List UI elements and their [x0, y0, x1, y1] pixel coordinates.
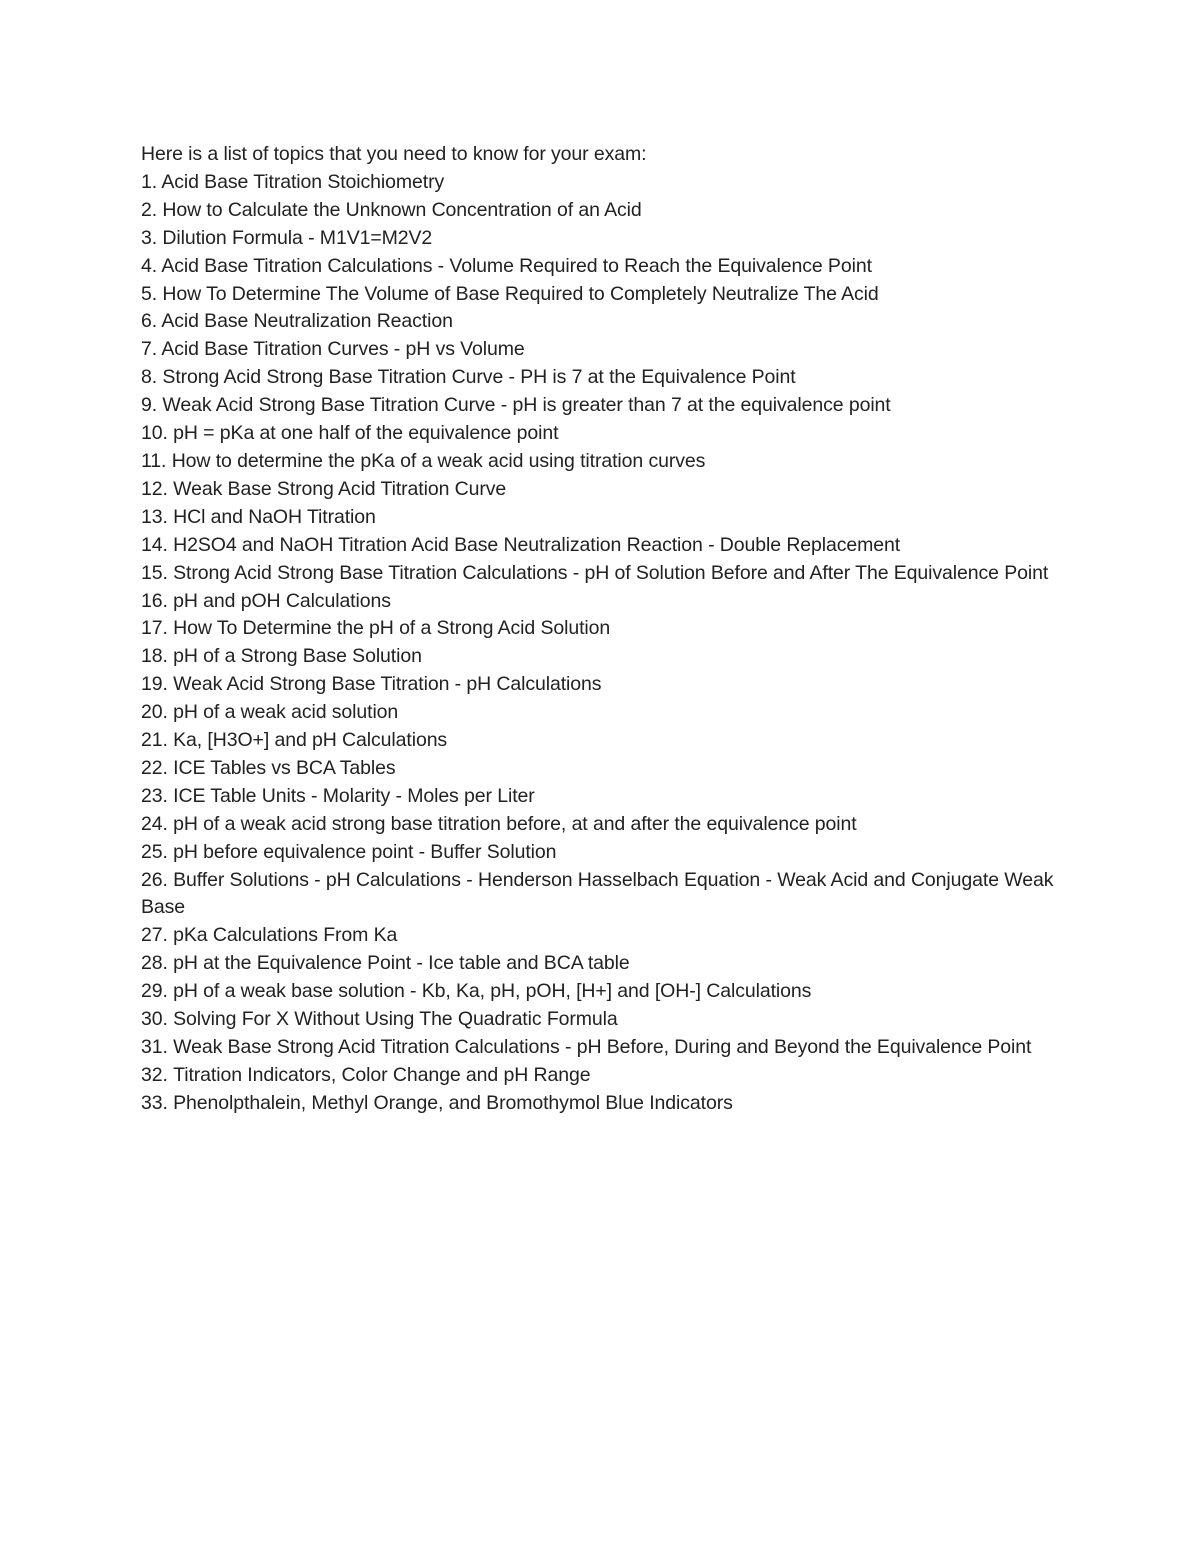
topic-item — [141, 1090, 1061, 1118]
topic-item — [141, 197, 1061, 225]
topic-item — [141, 811, 1061, 839]
topic-text: pH of a Strong Base Solution — [173, 645, 422, 668]
topic-number: 17. — [141, 617, 168, 640]
topic-number: 21. — [141, 729, 168, 752]
topic-text: pH of a weak acid solution — [173, 701, 399, 724]
topic-text: pH = pKa at one half of the equivalence point — [173, 422, 559, 445]
topic-number: 27. — [141, 924, 168, 947]
topic-text: Weak Base Strong Acid Titration Curve — [173, 477, 507, 500]
topic-text: ICE Table Units - Molarity - Moles per Liter — [173, 784, 535, 807]
topic-text: Weak Acid Strong Base Titration - pH Calculations — [173, 673, 602, 696]
topic-text: How To Determine The Volume of Base Required to Completely Neutralize The Acid — [162, 282, 879, 305]
topic-number: 22. — [141, 756, 168, 779]
topic-text: Weak Base Strong Acid Titration Calculations - pH Before, During and Beyond the Equivalence Point — [173, 1036, 1032, 1058]
topic-item — [141, 839, 1061, 867]
topic-number: 4. — [141, 254, 158, 277]
intro-text: Here is a list of topics that you need to know for your exam: — [141, 143, 647, 165]
topic-text: Titration Indicators, Color Change and pH Range — [173, 1063, 591, 1086]
topic-text: HCl and NaOH Titration — [173, 505, 376, 528]
topic-text: pH at the Equivalence Point - Ice table and BCA table — [173, 952, 630, 975]
topic-text: H2SO4 and NaOH Titration Acid Base Neutralization Reaction - Double Replacement — [173, 533, 901, 556]
topic-item — [141, 336, 1061, 364]
topic-text: Acid Base Titration Curves - pH vs Volume — [161, 338, 525, 361]
topic-text: Buffer Solutions - pH Calculations - Henderson Hasselbach Equation - Weak Acid and Conjugate Weak Base — [141, 868, 1054, 919]
topic-item — [141, 1006, 1061, 1034]
topic-number: 18. — [141, 645, 168, 668]
topic-item — [141, 699, 1061, 727]
topic-item — [141, 588, 1061, 616]
topic-number: 31. — [141, 1036, 168, 1058]
topic-number: 8. — [141, 366, 158, 389]
topic-number: 13. — [141, 505, 168, 528]
topic-text: Ka, [H3O+] and pH Calculations — [173, 729, 448, 752]
topic-item — [141, 476, 1061, 504]
topic-text: Acid Base Titration Calculations - Volume Required to Reach the Equivalence Point — [161, 254, 872, 277]
topic-item — [141, 643, 1061, 671]
topic-number: 6. — [141, 310, 158, 333]
topic-item — [141, 783, 1061, 811]
topic-text: Strong Acid Strong Base Titration Curve - PH is 7 at the Equivalence Point — [162, 366, 796, 389]
topic-number: 3. — [141, 226, 158, 249]
topic-item — [141, 1034, 1061, 1062]
topic-text: ICE Tables vs BCA Tables — [173, 756, 396, 779]
topic-item — [141, 1062, 1061, 1090]
topic-item — [141, 281, 1061, 309]
topic-number: 19. — [141, 673, 168, 696]
topic-item — [141, 364, 1061, 392]
topic-text: How to Calculate the Unknown Concentration of an Acid — [162, 198, 642, 221]
topic-number: 30. — [141, 1008, 168, 1031]
topic-text: How To Determine the pH of a Strong Acid Solution — [173, 617, 611, 640]
topic-item — [141, 615, 1061, 643]
topic-number: 29. — [141, 980, 168, 1003]
topic-item — [141, 392, 1061, 420]
topic-item — [141, 867, 1061, 923]
topic-number: 32. — [141, 1063, 168, 1086]
topic-item — [141, 420, 1061, 448]
topic-text: pH of a weak acid strong base titration before, at and after the equivalence point — [173, 812, 857, 835]
topic-number: 23. — [141, 784, 168, 807]
topic-item — [141, 308, 1061, 336]
topic-item — [141, 922, 1061, 950]
topic-text: Acid Base Neutralization Reaction — [161, 310, 453, 333]
topic-item — [141, 727, 1061, 755]
topic-number: 26. — [141, 868, 168, 891]
topic-number: 28. — [141, 952, 168, 975]
topic-number: 16. — [141, 589, 168, 612]
topic-number: 20. — [141, 701, 168, 724]
topic-number: 14. — [141, 533, 168, 556]
topic-number: 10. — [141, 422, 168, 445]
topic-item — [141, 560, 1061, 588]
topic-text: Phenolpthalein, Methyl Orange, and Bromothymol Blue Indicators — [173, 1091, 733, 1114]
topic-number: 7. — [141, 338, 158, 361]
topic-item — [141, 532, 1061, 560]
topic-text: How to determine the pKa of a weak acid using titration curves — [171, 449, 706, 472]
topic-text: pH before equivalence point - Buffer Solution — [173, 840, 557, 863]
topic-text: Weak Acid Strong Base Titration Curve - pH is greater than 7 at the equivalence point — [162, 394, 891, 417]
topic-number: 9. — [141, 394, 158, 417]
topic-text: pH of a weak base solution - Kb, Ka, pH, pOH, [H+] and [OH-] Calculations — [173, 980, 812, 1003]
topic-text: Strong Acid Strong Base Titration Calculations - pH of Solution Before and After The Equivalence Point — [173, 561, 1049, 584]
topic-item — [141, 225, 1061, 253]
topic-item — [141, 169, 1061, 197]
topic-item — [141, 504, 1061, 532]
topic-text: Acid Base Titration Stoichiometry — [161, 170, 445, 193]
topic-number: 33. — [141, 1091, 168, 1114]
topic-number: 5. — [141, 282, 158, 305]
topic-item — [141, 671, 1061, 699]
topic-number: 2. — [141, 198, 158, 221]
topic-text: pKa Calculations From Ka — [173, 924, 398, 947]
topic-number: 25. — [141, 840, 168, 863]
topic-item — [141, 448, 1061, 476]
topic-number: 15. — [141, 561, 168, 584]
topic-number: 11. — [141, 449, 167, 472]
topic-text: Solving For X Without Using The Quadratic Formula — [173, 1008, 618, 1031]
topic-number: 12. — [141, 477, 168, 500]
topic-number: 24. — [141, 812, 168, 835]
topic-item — [141, 253, 1061, 281]
topic-text: pH and pOH Calculations — [173, 589, 391, 612]
topic-item — [141, 978, 1061, 1006]
topic-item — [141, 950, 1061, 978]
document-body — [141, 141, 1061, 1118]
topic-item — [141, 755, 1061, 783]
topic-text: Dilution Formula - M1V1=M2V2 — [162, 226, 433, 249]
topic-number: 1. — [141, 170, 158, 193]
topic-list — [141, 169, 1061, 1118]
